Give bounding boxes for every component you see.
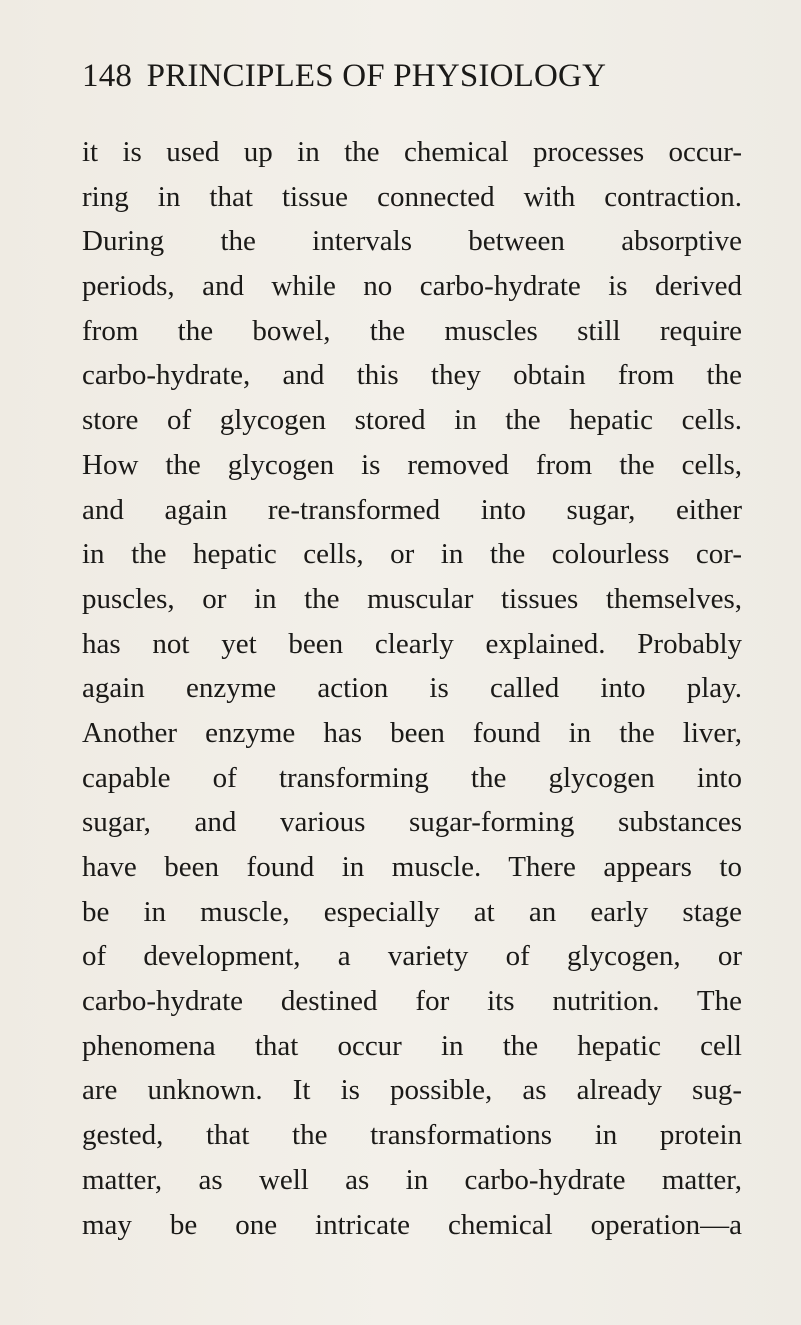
text-line: again enzyme action is called into play. [82, 672, 742, 705]
text-line: phenomena that occur in the hepatic cell [82, 1029, 742, 1062]
text-line: store of glycogen stored in the hepatic cells. [82, 404, 742, 437]
text-line: are unknown. It is possible, as already sug- [82, 1074, 742, 1107]
text-line: be in muscle, especially at an early stage [82, 895, 742, 928]
text-line: How the glycogen is removed from the cells, [82, 448, 742, 481]
text-line: puscles, or in the muscular tissues themselves, [82, 582, 742, 615]
text-line: have been found in muscle. There appears to [82, 851, 742, 883]
text-line: has not yet been clearly explained. Probably [82, 627, 742, 660]
body-paragraph [82, 130, 742, 1247]
page-number: 148 [82, 58, 133, 94]
text-line: of development, a variety of glycogen, or [82, 940, 742, 973]
text-line: from the bowel, the muscles still require [82, 314, 742, 347]
text-line: ring in that tissue connected with contraction. [82, 180, 742, 213]
text-line: carbo-hydrate destined for its nutrition. The [82, 985, 742, 1018]
text-line: may be one intricate chemical operation—a [82, 1208, 742, 1241]
text-line: in the hepatic cells, or in the colourless cor- [82, 538, 742, 571]
running-header [82, 58, 742, 95]
text-line: capable of transforming the glycogen into [82, 761, 742, 794]
text-line: sugar, and various sugar-forming substances [82, 806, 742, 839]
text-line: Another enzyme has been found in the liver, [82, 716, 742, 749]
running-title: PRINCIPLES OF PHYSIOLOGY [146, 58, 607, 94]
text-line: carbo-hydrate, and this they obtain from the [82, 359, 742, 392]
text-line: matter, as well as in carbo-hydrate matter, [82, 1163, 742, 1196]
text-line: periods, and while no carbo-hydrate is derived [82, 270, 742, 303]
text-line: it is used up in the chemical processes occur- [82, 136, 742, 168]
text-line: gested, that the transformations in protein [82, 1119, 742, 1152]
text-line: and again re-transformed into sugar, either [82, 493, 742, 526]
text-line: During the intervals between absorptive [82, 225, 742, 258]
